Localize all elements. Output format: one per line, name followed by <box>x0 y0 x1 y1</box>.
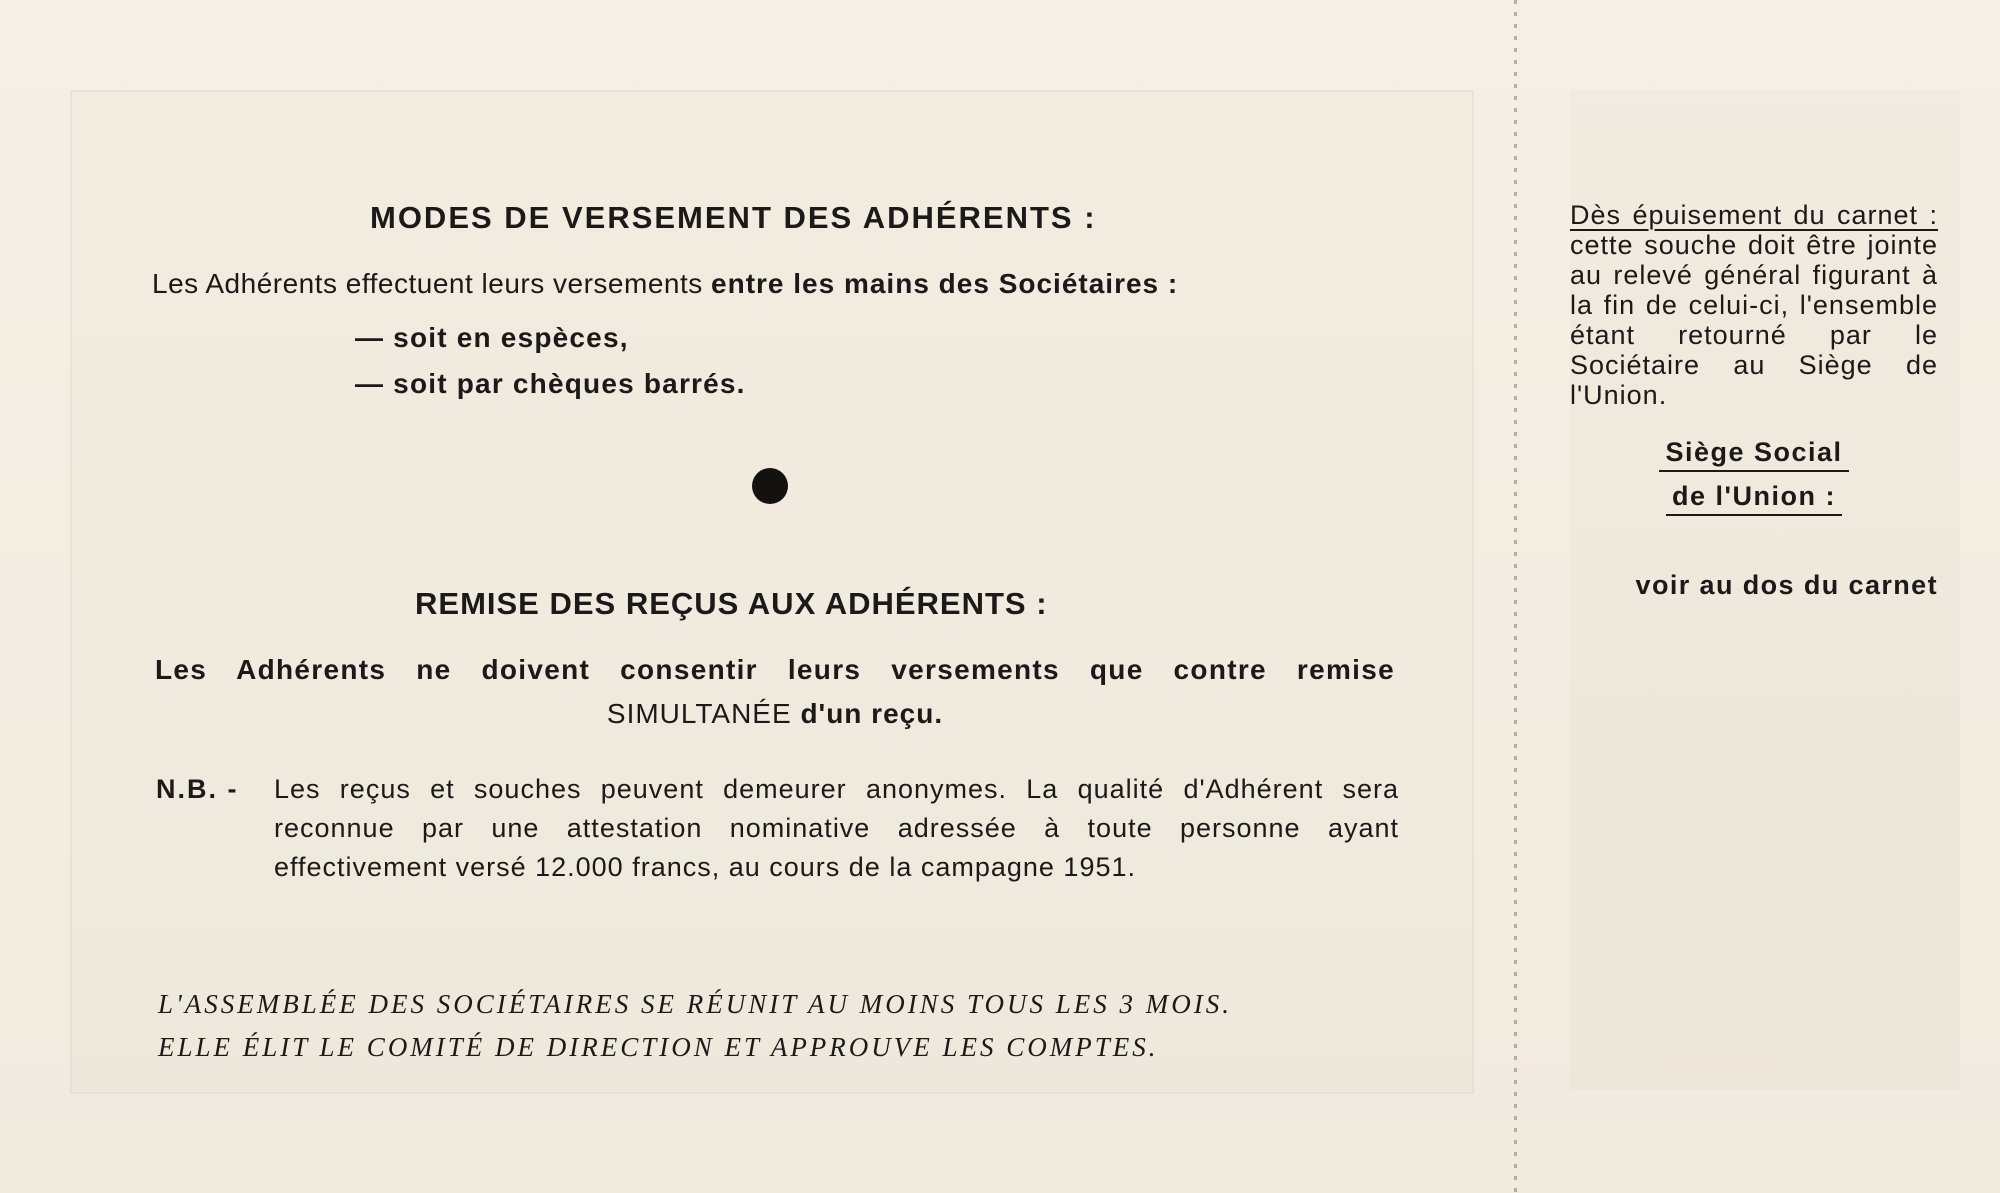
remise-recu: d'un reçu. <box>800 698 944 729</box>
siege-line-2: de l'Union : <box>1666 481 1842 516</box>
bullet-dot <box>752 468 788 504</box>
nb-text: Les reçus et souches peuvent demeurer anonymes. La qualité d'Adhérent sera reconnue par une attestation nominative adressée à toute personne ayant effectivement versé 12.000 francs, au cours de la campagne 1951. <box>274 774 1399 882</box>
perforation-line <box>1508 0 1522 1193</box>
nb-note <box>156 770 1401 887</box>
assembly-notice <box>158 983 1398 1069</box>
modes-list <box>355 322 746 414</box>
remise-simultanee: SIMULTANÉE <box>606 698 801 729</box>
siege-social-heading <box>1570 430 1938 518</box>
siege-line-1: Siège Social <box>1659 437 1848 472</box>
stub-underlined-lead: Dès épuisement du carnet : <box>1570 200 1938 230</box>
remise-line-2 <box>155 692 1395 736</box>
list-item: — soit en espèces, <box>355 322 629 353</box>
voir-dos: voir au dos du carnet <box>1635 570 1938 600</box>
assembly-line-2: ELLE ÉLIT LE COMITÉ DE DIRECTION ET APPROUVE LES COMPTES. <box>158 1032 1159 1062</box>
heading-modes-versement: MODES DE VERSEMENT DES ADHÉRENTS : <box>370 200 1097 235</box>
assembly-line-1: L'ASSEMBLÉE DES SOCIÉTAIRES SE RÉUNIT AU MOINS TOUS LES 3 MOIS. <box>158 989 1232 1019</box>
remise-line-1: Les Adhérents ne doivent consentir leurs versements que contre remise <box>155 654 1395 685</box>
modes-intro <box>152 268 1178 300</box>
nb-label: N.B. - <box>156 774 239 804</box>
stub-text: cette souche doit être jointe au relevé général figurant à la fin de celui-ci, l'ensemble étant retourné par le Sociétaire au Siège de l'Union. <box>1570 230 1938 410</box>
heading-remise-recus: REMISE DES REÇUS AUX ADHÉRENTS : <box>415 586 1048 621</box>
stub-section <box>1570 200 1938 601</box>
stub-instructions <box>1570 200 1938 410</box>
modes-intro-normal: Les Adhérents effectuent leurs versements <box>152 268 712 299</box>
remise-paragraph <box>155 648 1395 736</box>
modes-intro-bold: entre les mains des Sociétaires : <box>711 268 1179 299</box>
list-item: — soit par chèques barrés. <box>355 368 746 399</box>
